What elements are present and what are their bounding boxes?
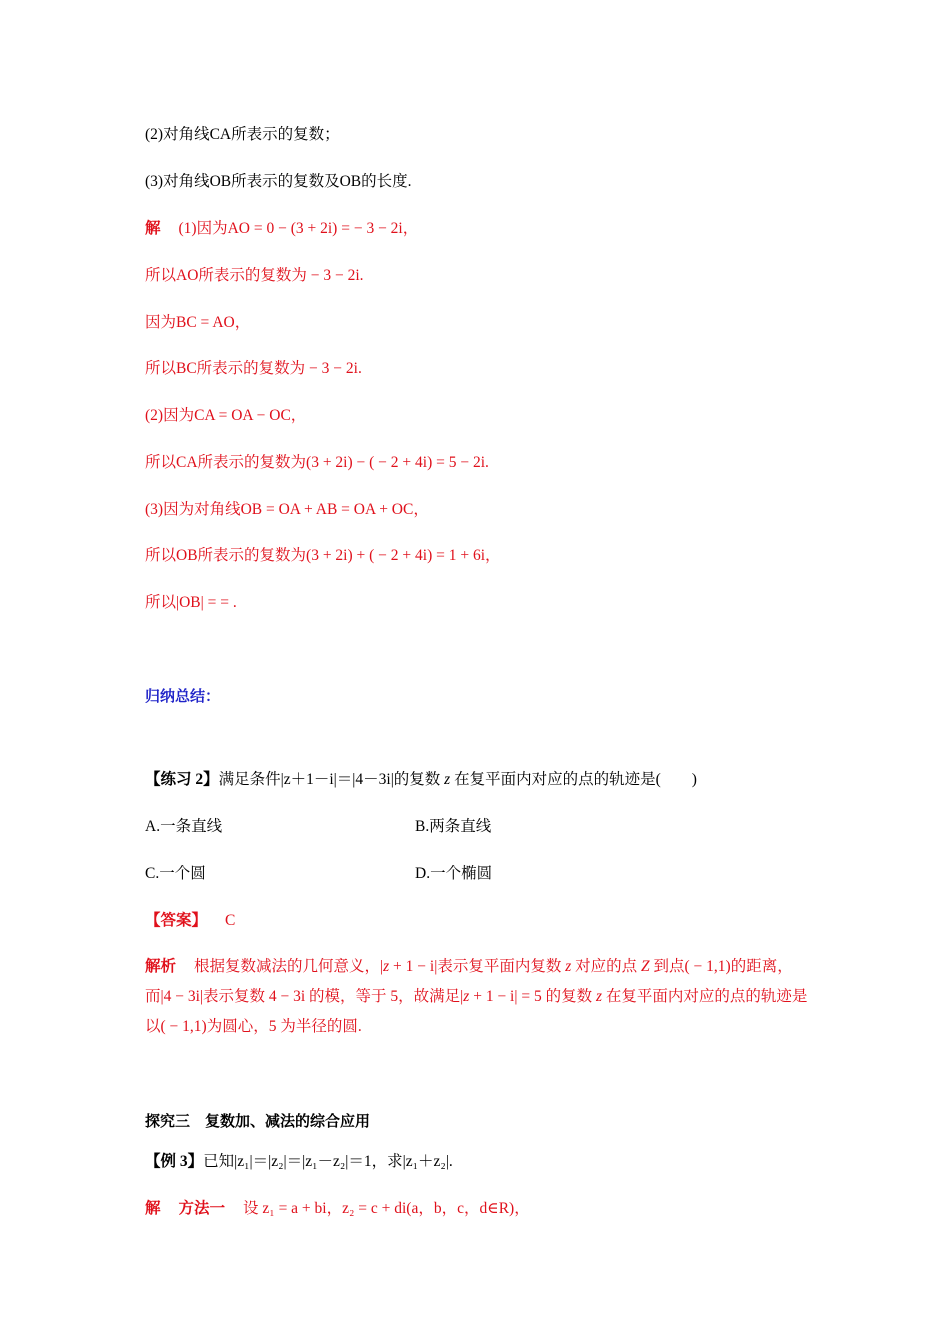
analysis-text: 在复平面内对应的点的轨迹是以( − 1,1)为圆心，5 为半径的圆. bbox=[145, 988, 808, 1035]
example-3 bbox=[145, 1152, 453, 1172]
solution-label: 解 bbox=[145, 220, 161, 237]
analysis-var: z bbox=[565, 958, 572, 975]
exercise-stem-var: z bbox=[444, 771, 451, 788]
method-text: 设 z₁ = a + bi，z₂ = c + di(a，b，c，d∈R)， bbox=[243, 1200, 530, 1217]
analysis-text: + 1 − i|表示复平面内复数 bbox=[389, 958, 562, 975]
question-part-3: (3)对角线OB所表示的复数及OB的长度. bbox=[145, 173, 412, 190]
option-a: A.一条直线 bbox=[145, 818, 223, 835]
answer-value: C bbox=[225, 912, 236, 929]
option-d: D.一个椭圆 bbox=[415, 865, 493, 882]
analysis-text: 到点( − 1,1)的距离，而|4 − 3i|表示复数 4 − 3i 的模，等于 5，故满足| bbox=[145, 958, 793, 1005]
exercise-stem-text: 满足条件|z＋1－i|＝|4－3i|的复数 bbox=[218, 771, 441, 788]
analysis-var: z bbox=[463, 988, 470, 1005]
solution-line-8: 所以OB所表示的复数为(3 + 2i) + ( − 2 + 4i) = 1 + 6i， bbox=[145, 547, 501, 564]
example-3-solution bbox=[145, 1199, 530, 1219]
solution-line-3: 因为BC = AO， bbox=[145, 314, 251, 331]
solution-line-9: 所以|OB| = = . bbox=[145, 594, 237, 611]
analysis-var: z bbox=[383, 958, 390, 975]
answer-line bbox=[145, 911, 235, 931]
analysis-var: Z bbox=[641, 958, 650, 975]
answer-label: 【答案】 bbox=[145, 912, 208, 929]
method-label: 方法一 bbox=[178, 1200, 226, 1217]
example-label: 【例 3】 bbox=[145, 1153, 204, 1170]
section-3-title: 探究三 复数加、减法的综合应用 bbox=[145, 1112, 371, 1130]
solution-line-5: (2)因为CA = OA − OC， bbox=[145, 407, 307, 424]
solution-text-1: (1)因为AO = 0 − (3 + 2i) = − 3 − 2i， bbox=[178, 220, 419, 237]
solution-label-3: 解 bbox=[145, 1200, 161, 1217]
solution-line-2: 所以AO所表示的复数为 − 3 − 2i. bbox=[145, 267, 364, 284]
solution-line-7: (3)因为对角线OB = OA + AB = OA + OC， bbox=[145, 501, 429, 518]
exercise-2-stem bbox=[145, 770, 697, 790]
analysis-paragraph bbox=[145, 952, 810, 1042]
analysis-text: + 1 − i| = 5 的复数 bbox=[469, 988, 593, 1005]
example-text: 已知|z₁|＝|z₂|＝|z₁－z₂|＝1，求|z₁＋z₂|. bbox=[203, 1153, 453, 1170]
exercise-label: 【练习 2】 bbox=[145, 771, 219, 788]
analysis-text: 对应的点 bbox=[575, 958, 638, 975]
summary-heading: 归纳总结： bbox=[145, 687, 221, 705]
solution-line-4: 所以BC所表示的复数为 − 3 − 2i. bbox=[145, 360, 362, 377]
analysis-var: z bbox=[595, 988, 603, 1005]
analysis-text: 根据复数减法的几何意义，| bbox=[194, 958, 384, 975]
option-b: B.两条直线 bbox=[415, 818, 492, 835]
solution-line-1 bbox=[145, 219, 418, 239]
question-part-2: (2)对角线CA所表示的复数； bbox=[145, 126, 340, 143]
exercise-stem-text-2: 在复平面内对应的点的轨迹是( ) bbox=[454, 771, 697, 788]
option-c: C.一个圆 bbox=[145, 865, 206, 882]
solution-line-6: 所以CA所表示的复数为(3 + 2i) − ( − 2 + 4i) = 5 − 2i. bbox=[145, 454, 489, 471]
analysis-label: 解析 bbox=[145, 958, 177, 975]
